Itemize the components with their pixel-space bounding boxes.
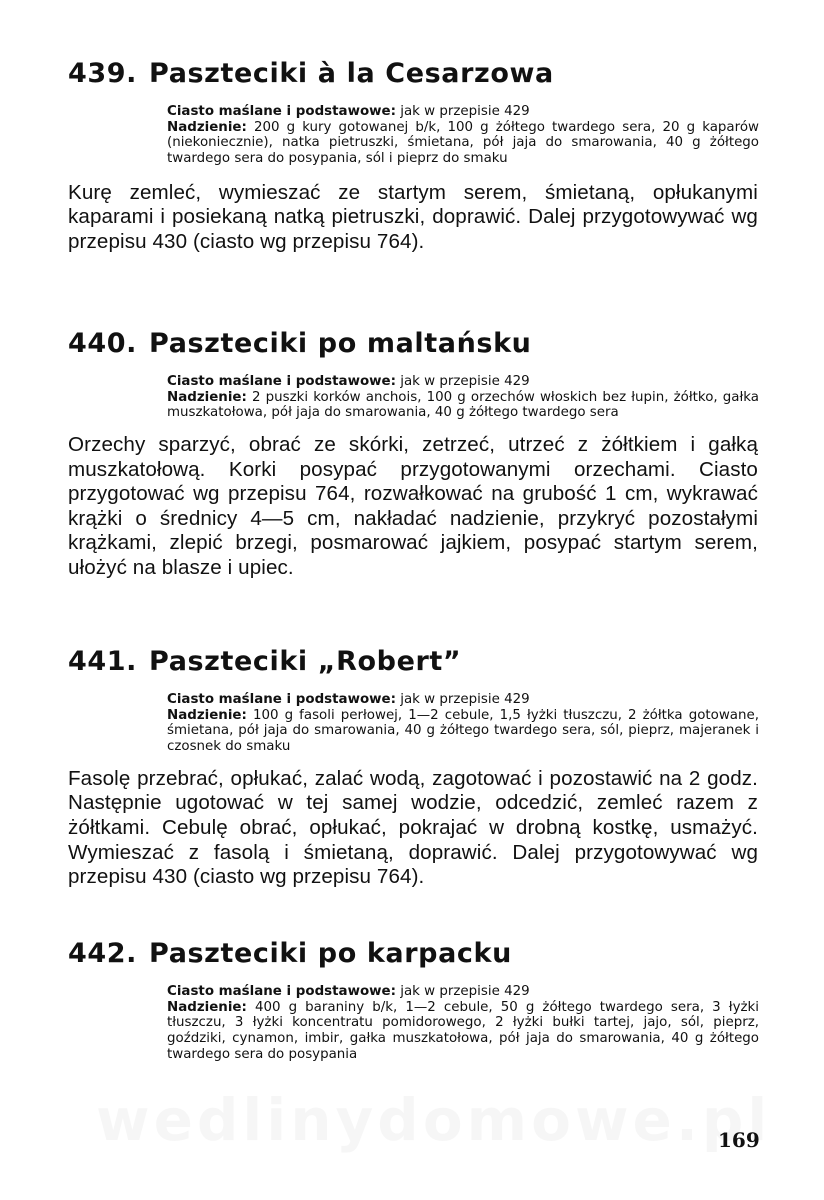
dough-label: Ciasto maślane i podstawowe:: [167, 692, 396, 707]
filling-text: 100 g fasoli perłowej, 1—2 cebule, 1,5 łyżki tłuszczu, 2 żółtka gotowane, śmietana, pół jaja do smarowania, 40 g żółtego twardego sera, sól, pieprz, majeranek i czosnek do smaku: [167, 707, 759, 755]
ingredients-block: [167, 692, 759, 755]
recipe-440: [68, 328, 758, 581]
dough-line: [167, 692, 759, 708]
recipe-name: Paszteciki „Robert”: [149, 646, 462, 677]
dough-line: [167, 374, 759, 390]
filling-text: 2 puszki korków anchois, 100 g orzechów włoskich bez łupin, żółtko, gałka muszkatołowa, pół jaja do smarowania, 40 g żółtego twardego sera: [167, 389, 760, 421]
recipe-name: Paszteciki à la Cesarzowa: [149, 58, 554, 89]
filling-label: Nadzienie:: [167, 389, 247, 405]
recipe-title: [68, 328, 758, 360]
dough-label: Ciasto maślane i podstawowe:: [167, 984, 396, 999]
filling-text: 200 g kury gotowanej b/k, 100 g żółtego twardego sera, 20 g kaparów (niekoniecznie), natka pietruszki, śmietana, pół jaja do smarowania, 40 g żółtego twardego sera do posypania, sól i pieprz do smaku: [167, 119, 759, 167]
filling-label: Nadzienie:: [167, 707, 247, 723]
recipe-name: Paszteciki po karpacku: [149, 938, 512, 969]
dough-label: Ciasto maślane i podstawowe:: [167, 104, 396, 119]
method-text: Fasolę przebrać, opłukać, zalać wodą, zagotować i pozostawić na 2 godz. Następnie ugotować w tej samej wodzie, odcedzić, zemleć razem z żółtkami. Cebulę obrać, opłukać, pokrajać w drobną kostkę, usmażyć. Wymieszać z fasolą i śmietaną, doprawić. Dalej przygotowywać wg przepisu 430 (ciasto wg przepisu 764).: [68, 766, 758, 889]
dough-value: jak w przepisie 429: [400, 692, 530, 707]
filling-label: Nadzienie:: [167, 999, 247, 1015]
recipe-439: [68, 58, 758, 255]
recipe-number: 440.: [68, 328, 138, 359]
recipe-442: [68, 938, 758, 1063]
ingredients-block: [167, 104, 759, 167]
recipe-number: 442.: [68, 938, 138, 969]
recipe-title: [68, 646, 758, 678]
dough-label: Ciasto maślane i podstawowe:: [167, 374, 396, 389]
method-text: Orzechy sparzyć, obrać ze skórki, zetrzeć, utrzeć z żółtkiem i gałką muszkatołową. Korki posypać przygotowanymi orzechami. Ciasto przygotować wg przepisu 764, rozwałkować na grubość 1 cm, wykrawać krążki o średnicy 4—5 cm, nakładać nadzienie, przykryć pozostałymi krążkami, zlepić brzegi, posmarować jajkiem, posypać startym serem, ułożyć na blasze i upiec.: [68, 433, 758, 580]
recipe-name: Paszteciki po maltańsku: [149, 328, 532, 359]
watermark: [96, 1086, 776, 1154]
recipe-number: 441.: [68, 646, 138, 677]
dough-line: [167, 984, 759, 1000]
dough-value: jak w przepisie 429: [400, 984, 530, 999]
filling-text: 400 g baraniny b/k, 1—2 cebule, 50 g żółtego twardego sera, 3 łyżki tłuszczu, 3 łyżki koncentratu pomidorowego, 2 łyżki bułki tartej, jajo, sól, pieprz, goździki, cynamon, imbir, gałka muszkatołowa, pół jaja do smarowania, 40 g żółtego twardego sera do posypania: [167, 999, 759, 1062]
dough-line: [167, 104, 759, 120]
ingredients-block: [167, 984, 759, 1063]
filling-label: Nadzienie:: [167, 119, 247, 135]
method-text: Kurę zemleć, wymieszać ze startym serem, śmietaną, opłukanymi kaparami i posiekaną natką pietruszki, doprawić. Dalej przygotowywać wg przepisu 430 (ciasto wg przepisu 764).: [68, 180, 758, 253]
recipe-441: [68, 646, 758, 890]
page-number: 169: [718, 1128, 760, 1152]
recipe-number: 439.: [68, 58, 138, 89]
recipe-title: [68, 938, 758, 970]
recipe-title: [68, 58, 758, 90]
ingredients-block: [167, 374, 759, 421]
dough-value: jak w przepisie 429: [400, 104, 530, 119]
dough-value: jak w przepisie 429: [400, 374, 530, 389]
